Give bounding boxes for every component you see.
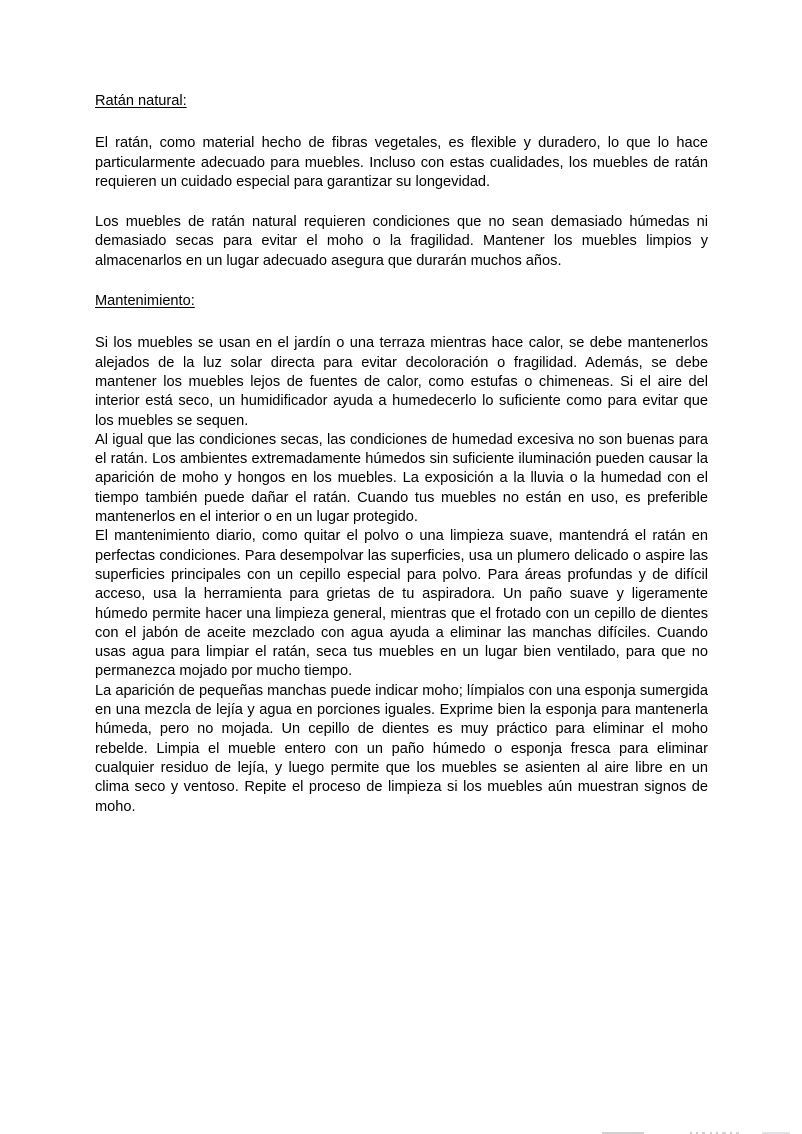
paragraph-mold-removal: La aparición de pequeñas manchas puede indicar moho; límpialos con una esponja sumergida en una mezcla de lejía y agua en porciones iguales. Exprime bien la esponja para mantenerla húmeda, pero no mojada. Un cepillo de dientes es muy práctico para eliminar el moho rebelde. Limpia el mueble entero con un paño húmedo o esponja fresca para eliminar cualquier residuo de lejía, y luego permite que los muebles se asienten al aire libre en un clima seco y ventoso. Repite el proceso de limpieza si los muebles aún muestran signos de moho. <box>95 682 713 815</box>
paragraph-conditions: Los muebles de ratán natural requieren condiciones que no sean demasiado húmedas ni demasiado secas para evitar el moho o la fragilidad. Mantener los muebles limpios y almacenarlos en un lugar adecuado asegura que durarán muchos años. <box>95 214 713 269</box>
spacer <box>95 111 708 134</box>
heading-mantenimiento: Mantenimiento: <box>95 293 195 310</box>
spacer <box>95 311 708 334</box>
paragraph-intro: El ratán, como material hecho de fibras vegetales, es flexible y duradero, lo que lo hace particularmente adecuado para muebles. Incluso con estas cualidades, los muebles de ratán requieren un cuidado especial para garantizar su longevidad. <box>95 135 713 190</box>
spacer <box>95 271 708 292</box>
document-body <box>95 92 713 817</box>
page-footer-artifact <box>602 1130 802 1134</box>
paragraph-daily-maintenance: El mantenimiento diario, como quitar el polvo o una limpieza suave, mantendrá el ratán en perfectas condiciones. Para desempolvar las superficies, usa un plumero delicado o aspire las superficies principales con un cepillo especial para polvo. Para áreas profundas y de difícil acceso, usa la herramienta para grietas de tu aspiradora. Un paño suave y ligeramente húmedo permite hacer una limpieza general, mientras que el frotado con un cepillo de dientes con el jabón de aceite mezclado con agua ayuda a eliminar las manchas difíciles. Cuando usas agua para limpiar el ratán, seca tus muebles en un lugar bien ventilado, para que no permanezca mojado por mucho tiempo. <box>95 528 713 680</box>
maintenance-text-flow <box>95 334 713 816</box>
paragraph-sun-and-heat: Si los muebles se usan en el jardín o una terraza mientras hace calor, se debe mantenerlos alejados de la luz solar directa para evitar decoloración o fragilidad. Además, se debe mantener los muebles lejos de fuentes de calor, como estufas o chimeneas. Si el aire del interior está seco, un humidificador ayuda a humedecerlo lo suficiente como para evitar que los muebles se sequen. <box>95 335 713 429</box>
heading-ratan-natural: Ratán natural: <box>95 93 187 109</box>
spacer <box>95 192 708 213</box>
paragraph-humidity: Al igual que las condiciones secas, las condiciones de humedad excesiva no son buenas para el ratán. Los ambientes extremadamente húmedos sin suficiente iluminación pueden causar la aparición de moho y hongos en los muebles. La exposición a la lluvia o la humedad con el tiempo también puede dañar el ratán. Cuando tus muebles no están en uso, es preferible mantenerlos en el interior o en un lugar protegido. <box>95 431 713 526</box>
